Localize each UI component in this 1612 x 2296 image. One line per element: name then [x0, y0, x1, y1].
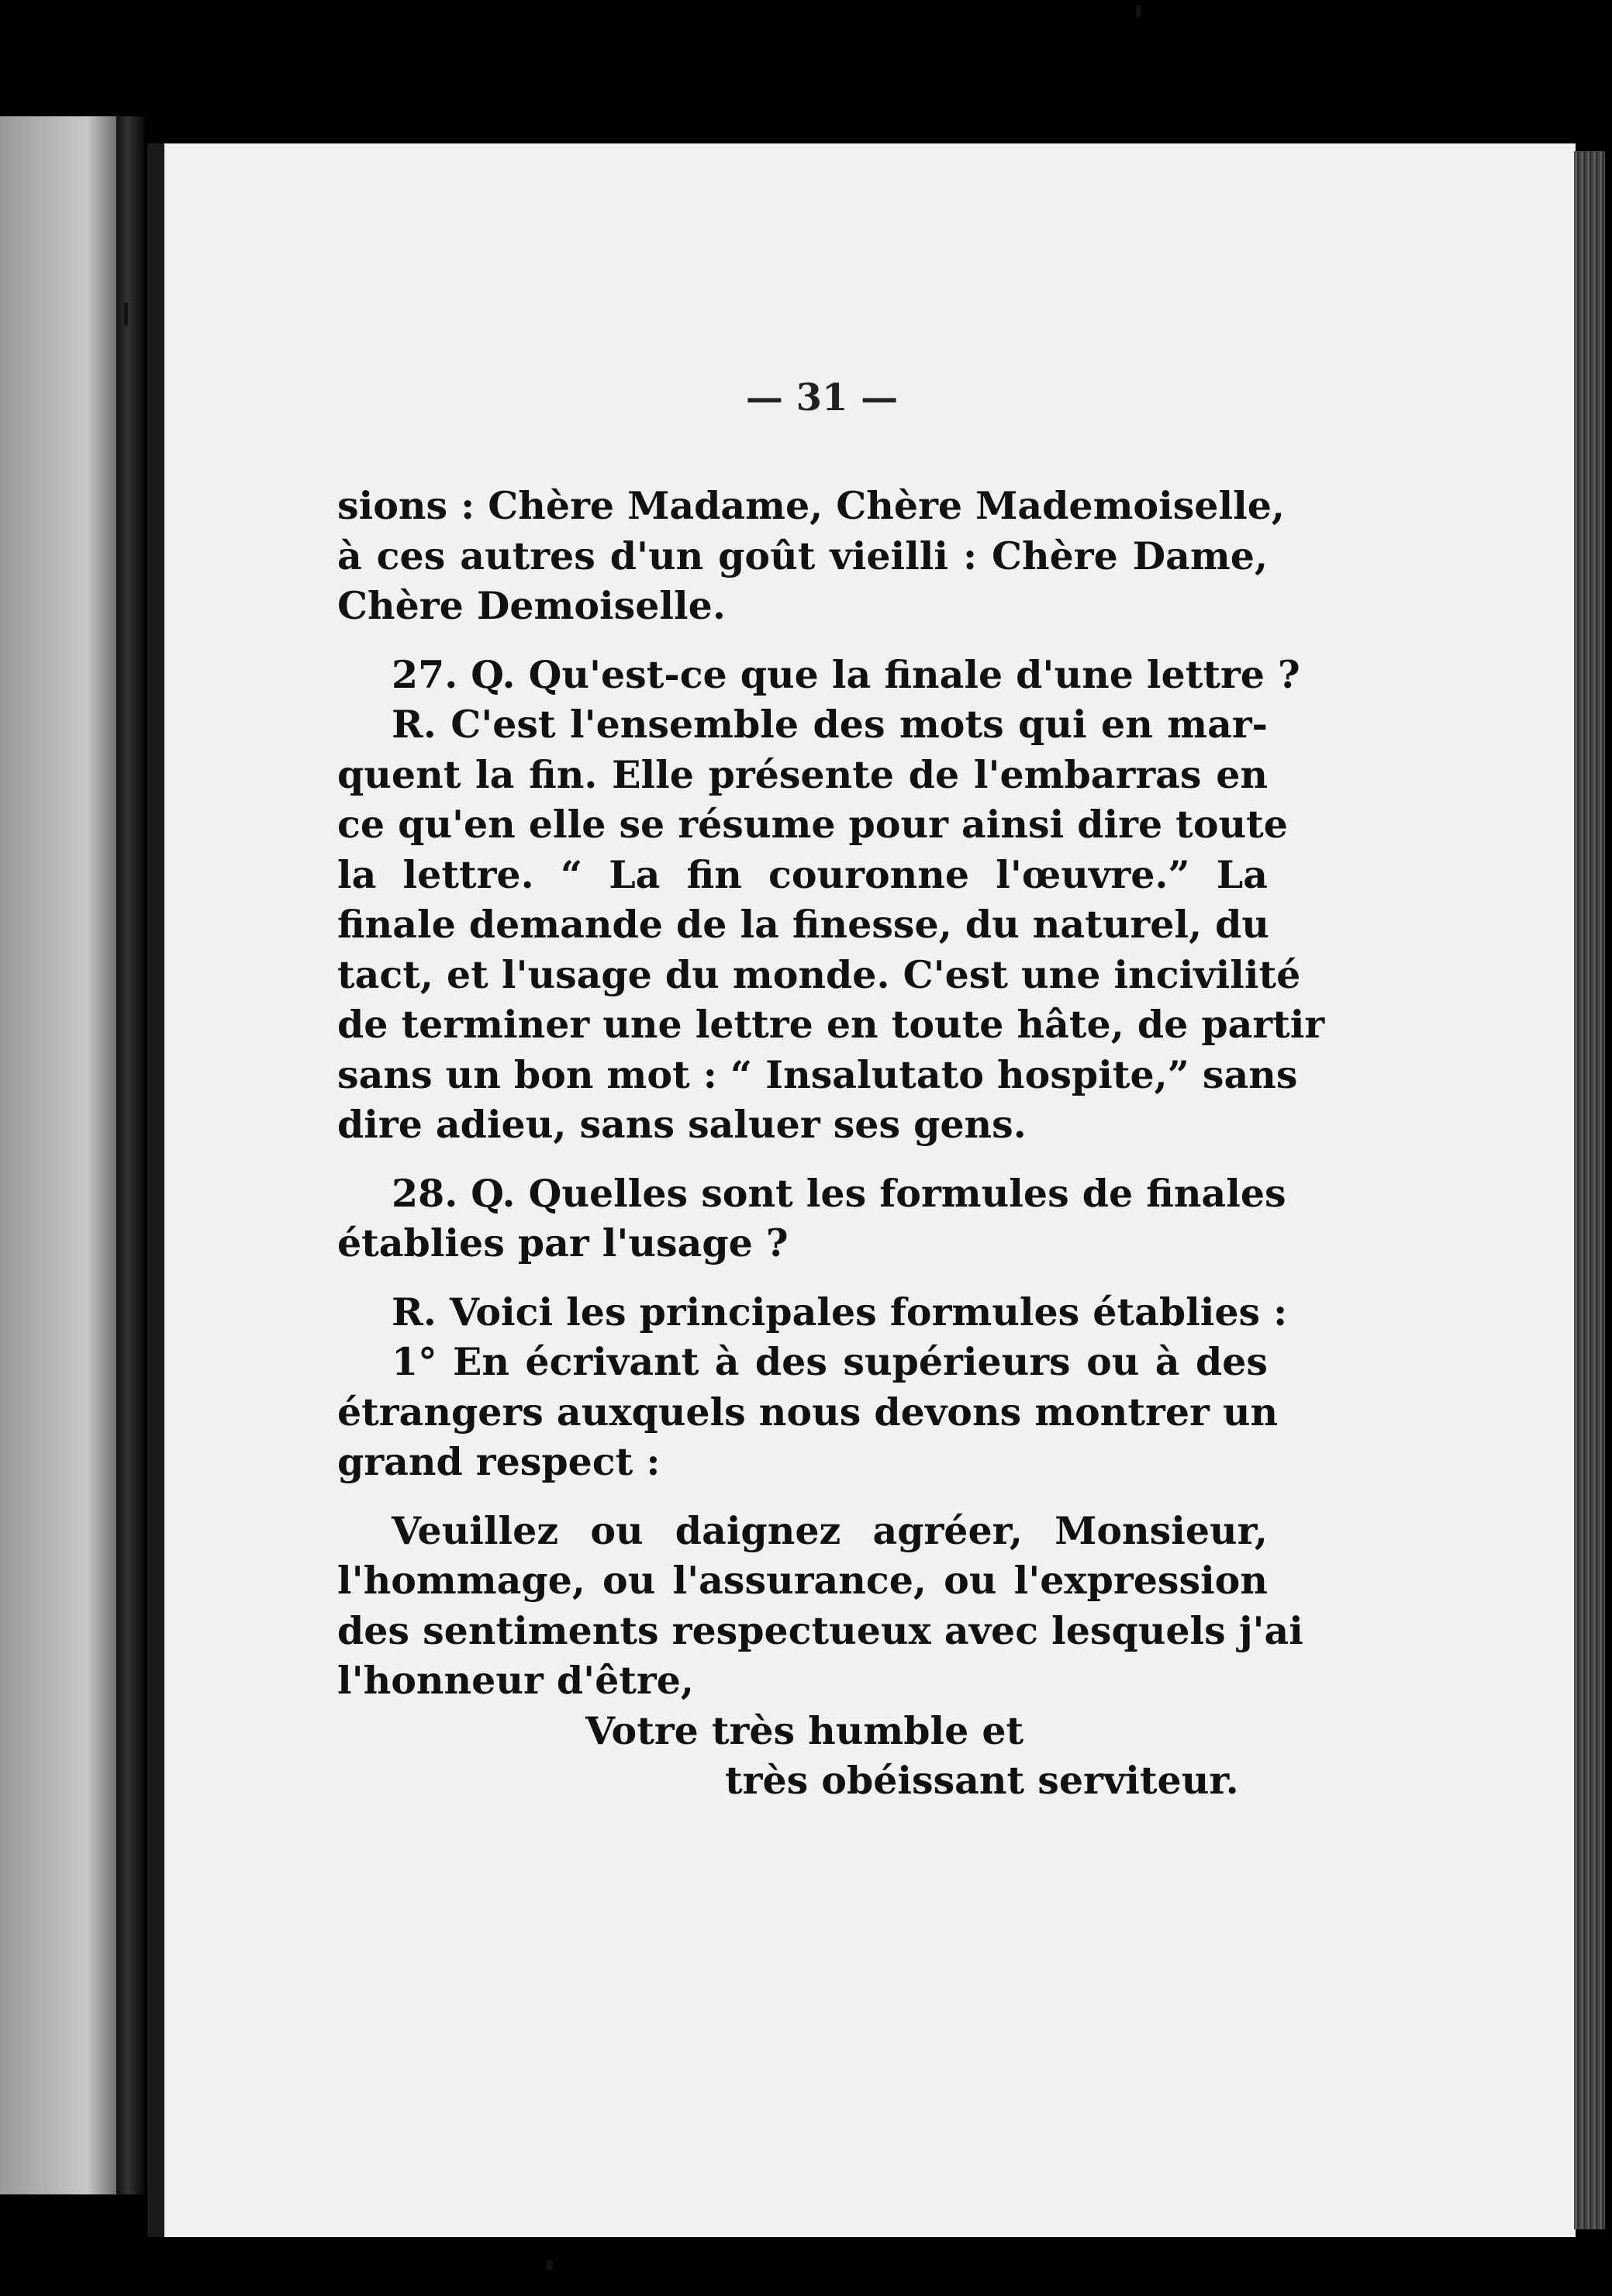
page-number: — 31 —: [745, 376, 899, 419]
formula-line: l'hommage, ou l'assurance, ou l'expression: [337, 1558, 1268, 1603]
facing-page-edge: [0, 116, 124, 2194]
text-line: établies par l'usage ?: [337, 1221, 789, 1265]
question-28: 28. Q. Quelles sont les formules de finales: [392, 1170, 1286, 1216]
closing-line: très obéissant serviteur.: [725, 1758, 1239, 1803]
book-gutter: [116, 116, 144, 2194]
text-line: quent la fin. Elle présente de l'embarras en: [337, 751, 1268, 797]
text-line: Chère Demoiselle.: [337, 583, 726, 628]
question-27: 27. Q. Qu'est-ce que la finale d'une lettre ?: [392, 651, 1300, 697]
formula-line: des sentiments respectueux avec lesquels j'ai: [337, 1607, 1303, 1653]
text-line: de terminer une lettre en toute hâte, de partir: [337, 1002, 1325, 1047]
text-line: R. C'est l'ensemble des mots qui en mar-: [392, 702, 1268, 747]
text-line: à ces autres d'un goût vieilli : Chère Dame,: [337, 533, 1268, 578]
text-line: dire adieu, sans saluer ses gens.: [337, 1102, 1027, 1147]
text-line: sans un bon mot : “ Insalutato hospite,” sans: [337, 1051, 1298, 1097]
closing-line: Votre très humble et: [585, 1707, 1024, 1753]
text-line: tact, et l'usage du monde. C'est une incivilité: [337, 951, 1301, 997]
page-text: [337, 364, 1325, 1806]
text-line: étrangers auxquels nous devons montrer un: [337, 1389, 1279, 1435]
text-line: ce qu'en elle se résume pour ainsi dire toute: [337, 802, 1288, 847]
formula-line: Veuillez ou daignez agréer, Monsieur,: [392, 1507, 1268, 1553]
text-line: la lettre. “ La fin couronne l'œuvre.” La: [337, 851, 1268, 897]
formula-line: l'honneur d'être,: [337, 1658, 694, 1703]
scan-speck: [547, 2260, 553, 2270]
text-line: 1° En écrivant à des supérieurs ou à des: [392, 1339, 1268, 1384]
page-stack-edge: [1574, 151, 1605, 2229]
text-line: finale demande de la finesse, du naturel, du: [337, 902, 1270, 947]
scan-speck: [124, 302, 128, 326]
scan-speck: [1136, 5, 1141, 17]
text-line: R. Voici les principales formules établies :: [392, 1289, 1288, 1334]
text-line: grand respect :: [337, 1439, 661, 1484]
text-line: sions : Chère Madame, Chère Mademoiselle,: [337, 483, 1285, 528]
